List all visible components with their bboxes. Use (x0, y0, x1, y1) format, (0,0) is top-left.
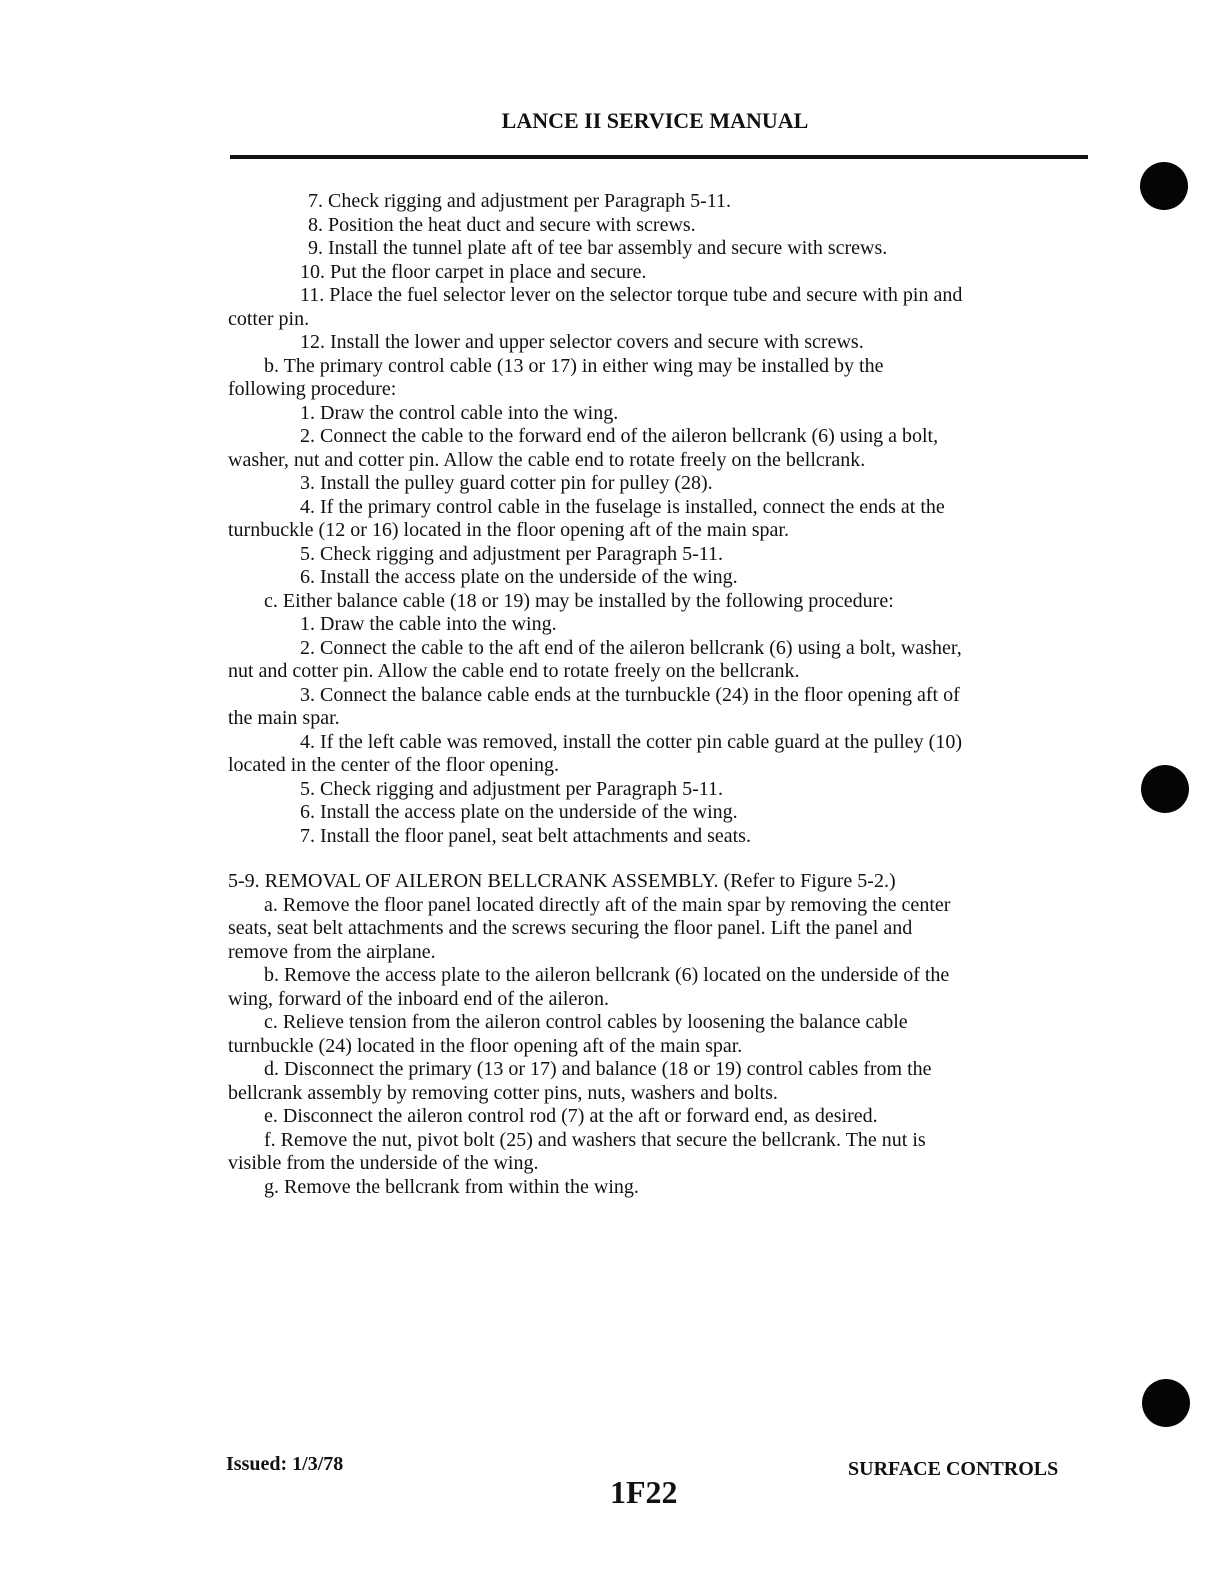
procedure-steps (228, 190, 1089, 848)
text-line: d. Disconnect the primary (13 or 17) and balance (18 or 19) control cables from the (264, 1058, 932, 1080)
text-line: 5. Check rigging and adjustment per Paragraph 5-11. (300, 542, 724, 565)
text-line: 1. Draw the cable into the wing. (300, 613, 557, 635)
text-line: g. Remove the bellcrank from within the wing. (264, 1175, 639, 1198)
text-line: 3. Install the pulley guard cotter pin for pulley (28). (300, 472, 713, 494)
text-line: the main spar. (228, 707, 340, 729)
text-line: 10. Put the floor carpet in place and secure. (300, 260, 647, 283)
text-line: 9. Install the tunnel plate aft of tee bar assembly and secure with screws. (308, 237, 888, 259)
text-line: 6. Install the access plate on the underside of the wing. (300, 566, 738, 588)
issued-date: Issued: 1/3/78 (226, 1453, 344, 1475)
text-line: 5. Check rigging and adjustment per Paragraph 5-11. (300, 777, 724, 800)
binder-hole-icon (1140, 162, 1188, 210)
text-line: following procedure: (228, 378, 397, 400)
text-line: washer, nut and cotter pin. Allow the cable end to rotate freely on the bellcrank. (228, 448, 866, 471)
text-line: wing, forward of the inboard end of the aileron. (228, 987, 609, 1010)
text-line: turnbuckle (12 or 16) located in the floor opening aft of the main spar. (228, 519, 789, 541)
text-line: 4. If the primary control cable in the fuselage is installed, connect the ends at the (300, 495, 945, 518)
text-line: 4. If the left cable was removed, install the cotter pin cable guard at the pulley (10) (300, 730, 962, 753)
text-line: a. Remove the floor panel located directly aft of the main spar by removing the center (264, 893, 951, 916)
text-line: 1. Draw the control cable into the wing. (300, 401, 619, 424)
text-line: seats, seat belt attachments and the screws securing the floor panel. Lift the panel and (228, 917, 913, 939)
page-code: 1F22 (610, 1474, 678, 1510)
binder-hole-icon (1141, 765, 1189, 813)
text-line: remove from the airplane. (228, 940, 436, 963)
section-name: SURFACE CONTROLS (848, 1458, 1059, 1480)
text-line: 12. Install the lower and upper selector covers and secure with screws. (300, 331, 864, 353)
text-line: 11. Place the fuel selector lever on the selector torque tube and secure with pin and (300, 284, 963, 306)
text-line: visible from the underside of the wing. (228, 1152, 539, 1174)
text-line: c. Relieve tension from the aileron control cables by loosening the balance cable (264, 1011, 908, 1033)
text-line: 8. Position the heat duct and secure with screws. (308, 213, 696, 236)
text-line: nut and cotter pin. Allow the cable end to rotate freely on the bellcrank. (228, 660, 800, 682)
text-line: b. Remove the access plate to the aileron bellcrank (6) located on the underside of the (264, 964, 950, 986)
manual-body (228, 190, 1089, 1199)
text-line: cotter pin. (228, 307, 310, 330)
text-line: 7. Install the floor panel, seat belt attachments and seats. (300, 824, 751, 847)
text-line: located in the center of the floor opening. (228, 754, 559, 776)
section-title: 5-9. REMOVAL OF AILERON BELLCRANK ASSEMBLY. (Refer to Figure 5-2.) (228, 870, 896, 892)
text-line: b. The primary control cable (13 or 17) in either wing may be installed by the (264, 354, 884, 377)
text-line: 7. Check rigging and adjustment per Paragraph 5-11. (308, 190, 732, 212)
text-line: bellcrank assembly by removing cotter pins, nuts, washers and bolts. (228, 1081, 778, 1104)
page-header-title: LANCE II SERVICE MANUAL (501, 108, 809, 133)
text-line: e. Disconnect the aileron control rod (7) at the aft or forward end, as desired. (264, 1105, 878, 1127)
text-line: 2. Connect the cable to the aft end of the aileron bellcrank (6) using a bolt, washer, (300, 636, 962, 659)
text-line: 3. Connect the balance cable ends at the turnbuckle (24) in the floor opening aft of (300, 683, 960, 706)
section-steps (228, 894, 1089, 1200)
text-line: 2. Connect the cable to the forward end of the aileron bellcrank (6) using a bolt, (300, 425, 939, 447)
text-line: f. Remove the nut, pivot bolt (25) and washers that secure the bellcrank. The nut is (264, 1128, 926, 1151)
text-line: 6. Install the access plate on the underside of the wing. (300, 801, 738, 823)
header-rule (230, 155, 1088, 159)
text-line: turnbuckle (24) located in the floor opening aft of the main spar. (228, 1034, 743, 1057)
binder-hole-icon (1142, 1379, 1190, 1427)
text-line: c. Either balance cable (18 or 19) may be installed by the following procedure: (264, 589, 894, 612)
